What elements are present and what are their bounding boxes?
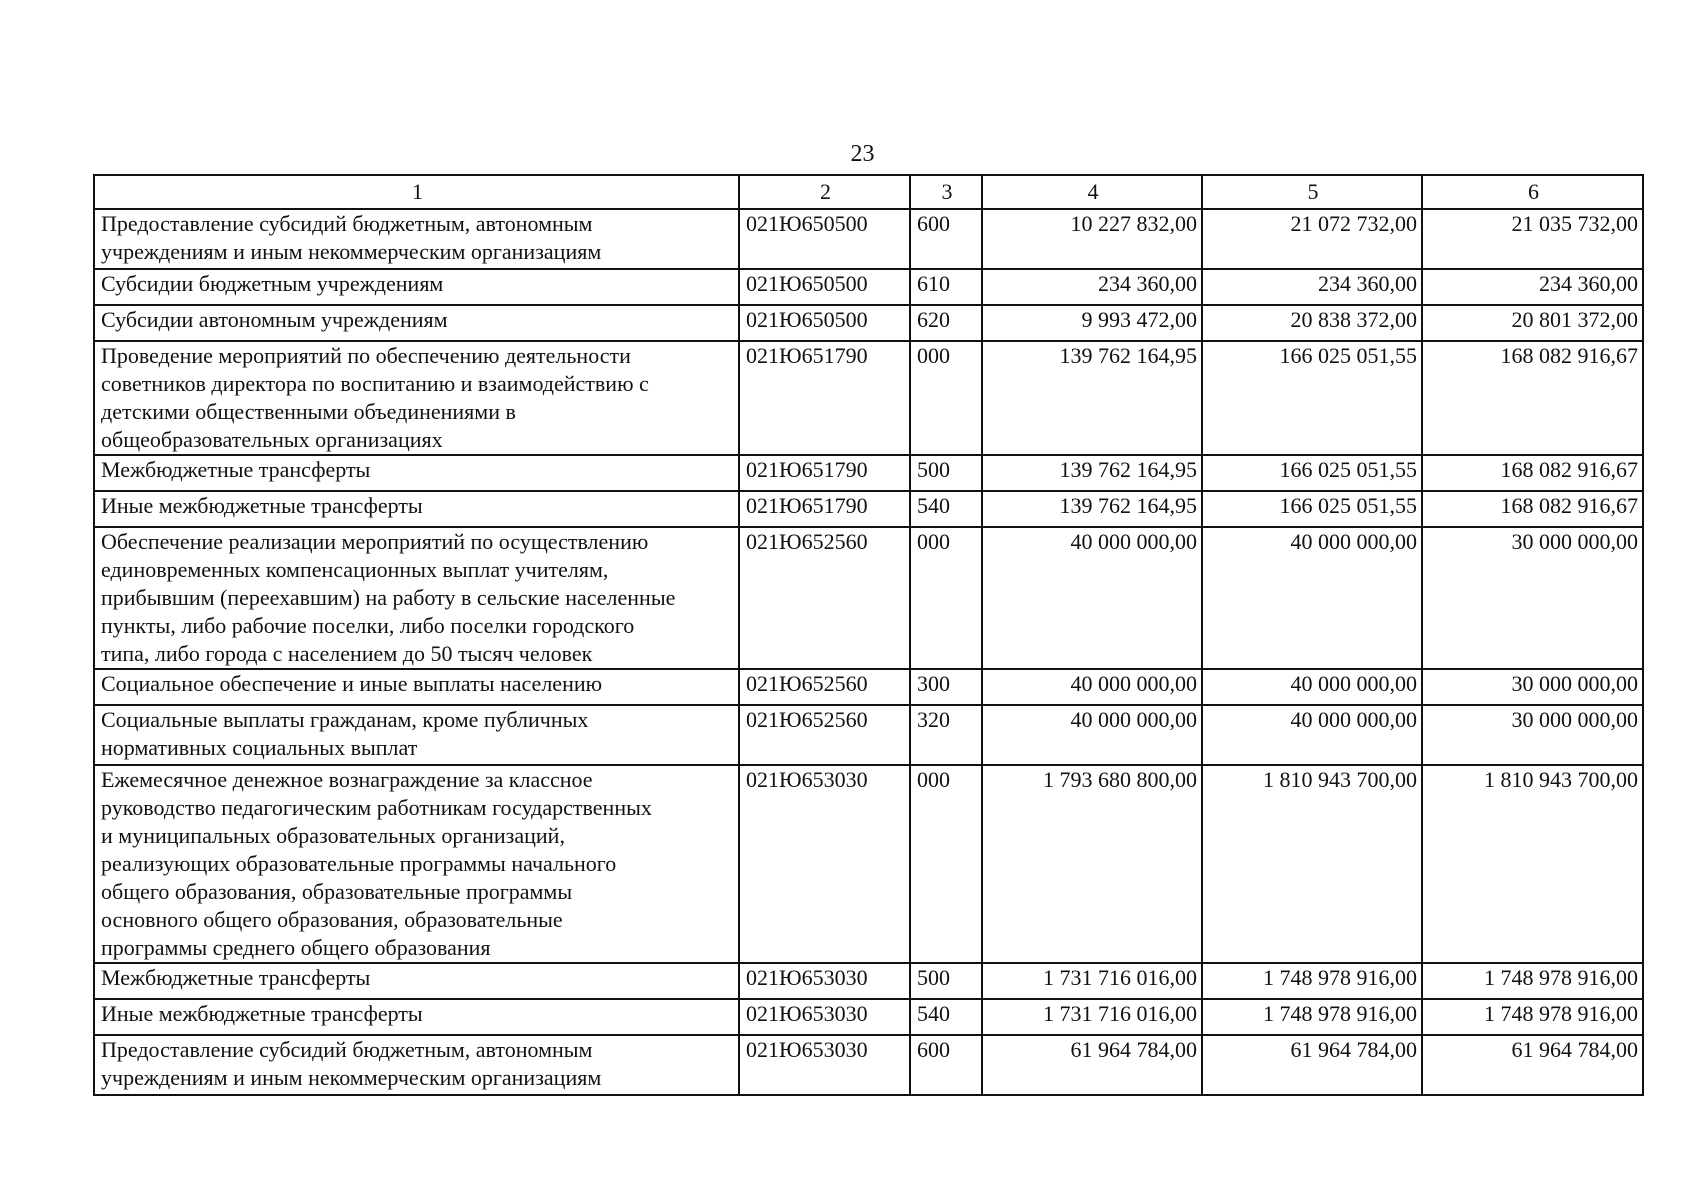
row-name-cell xyxy=(94,209,739,269)
target-code-cell: 021Ю653030 xyxy=(739,963,910,999)
row-name-line: Межбюджетные трансферты xyxy=(101,457,371,482)
table-row xyxy=(94,963,1643,999)
expense-type-cell: 540 xyxy=(910,491,982,527)
row-name-line: детскими общественными объединениями в xyxy=(101,399,516,424)
amount-year-1-cell: 139 762 164,95 xyxy=(982,455,1202,491)
row-name-line: типа, либо города с населением до 50 тысяч человек xyxy=(101,641,593,666)
table-body xyxy=(94,209,1643,1095)
row-name-line: пункты, либо рабочие поселки, либо поселки городского xyxy=(101,613,635,638)
amount-year-1-cell: 139 762 164,95 xyxy=(982,341,1202,455)
expense-type-cell: 600 xyxy=(910,209,982,269)
amount-year-3-cell: 1 810 943 700,00 xyxy=(1422,765,1643,963)
row-name-line: единовременных компенсационных выплат учителям, xyxy=(101,557,609,582)
row-name-line: Межбюджетные трансферты xyxy=(101,965,371,990)
amount-year-3-cell: 168 082 916,67 xyxy=(1422,341,1643,455)
column-header-2: 2 xyxy=(739,175,910,209)
row-name-line: учреждениям и иным некоммерческим организациям xyxy=(101,239,602,264)
row-name-cell xyxy=(94,705,739,765)
expense-type-cell: 620 xyxy=(910,305,982,341)
row-name-cell xyxy=(94,1035,739,1095)
amount-year-1-cell: 61 964 784,00 xyxy=(982,1035,1202,1095)
amount-year-1-cell: 9 993 472,00 xyxy=(982,305,1202,341)
row-name-line: основного общего образования, образовательные xyxy=(101,907,563,932)
column-header-5: 5 xyxy=(1202,175,1422,209)
target-code-cell: 021Ю650500 xyxy=(739,209,910,269)
expense-type-cell: 000 xyxy=(910,341,982,455)
target-code-cell: 021Ю652560 xyxy=(739,527,910,669)
row-name-cell xyxy=(94,963,739,999)
row-name-line: Предоставление субсидий бюджетным, автономным xyxy=(101,211,593,236)
column-header-6: 6 xyxy=(1422,175,1643,209)
row-name-line: Иные межбюджетные трансферты xyxy=(101,493,423,518)
row-name-cell xyxy=(94,999,739,1035)
expense-type-cell: 320 xyxy=(910,705,982,765)
expense-type-cell: 000 xyxy=(910,765,982,963)
row-name-line: и муниципальных образовательных организаций, xyxy=(101,823,565,848)
amount-year-2-cell: 21 072 732,00 xyxy=(1202,209,1422,269)
amount-year-2-cell: 166 025 051,55 xyxy=(1202,455,1422,491)
amount-year-3-cell: 1 748 978 916,00 xyxy=(1422,999,1643,1035)
amount-year-3-cell: 168 082 916,67 xyxy=(1422,491,1643,527)
row-name-line: нормативных социальных выплат xyxy=(101,735,418,760)
table-row xyxy=(94,491,1643,527)
row-name-line: Ежемесячное денежное вознаграждение за классное xyxy=(101,767,593,792)
row-name-cell xyxy=(94,669,739,705)
target-code-cell: 021Ю651790 xyxy=(739,455,910,491)
target-code-cell: 021Ю651790 xyxy=(739,341,910,455)
target-code-cell: 021Ю653030 xyxy=(739,999,910,1035)
row-name-cell xyxy=(94,455,739,491)
target-code-cell: 021Ю650500 xyxy=(739,305,910,341)
amount-year-2-cell: 166 025 051,55 xyxy=(1202,491,1422,527)
target-code-cell: 021Ю651790 xyxy=(739,491,910,527)
amount-year-2-cell: 166 025 051,55 xyxy=(1202,341,1422,455)
amount-year-3-cell: 30 000 000,00 xyxy=(1422,669,1643,705)
table-row xyxy=(94,669,1643,705)
amount-year-1-cell: 40 000 000,00 xyxy=(982,669,1202,705)
row-name-cell xyxy=(94,305,739,341)
amount-year-1-cell: 10 227 832,00 xyxy=(982,209,1202,269)
row-name-line: Субсидии бюджетным учреждениям xyxy=(101,271,444,296)
row-name-line: советников директора по воспитанию и взаимодействию с xyxy=(101,371,649,396)
amount-year-2-cell: 20 838 372,00 xyxy=(1202,305,1422,341)
row-name-line: общего образования, образовательные программы xyxy=(101,879,573,904)
expense-type-cell: 500 xyxy=(910,455,982,491)
row-name-line: программы среднего общего образования xyxy=(101,935,491,960)
row-name-line: прибывшим (переехавшим) на работу в сельские населенные xyxy=(101,585,676,610)
amount-year-1-cell: 40 000 000,00 xyxy=(982,527,1202,669)
row-name-line: Обеспечение реализации мероприятий по осуществлению xyxy=(101,529,649,554)
row-name-line: Субсидии автономным учреждениям xyxy=(101,307,448,332)
row-name-line: Иные межбюджетные трансферты xyxy=(101,1001,423,1026)
expense-type-cell: 540 xyxy=(910,999,982,1035)
amount-year-3-cell: 20 801 372,00 xyxy=(1422,305,1643,341)
amount-year-3-cell: 30 000 000,00 xyxy=(1422,705,1643,765)
amount-year-3-cell: 1 748 978 916,00 xyxy=(1422,963,1643,999)
row-name-line: руководство педагогическим работникам государственных xyxy=(101,795,652,820)
amount-year-2-cell: 61 964 784,00 xyxy=(1202,1035,1422,1095)
table-row xyxy=(94,705,1643,765)
amount-year-3-cell: 168 082 916,67 xyxy=(1422,455,1643,491)
table-row xyxy=(94,765,1643,963)
expense-type-cell: 500 xyxy=(910,963,982,999)
table-row xyxy=(94,1035,1643,1095)
expense-type-cell: 300 xyxy=(910,669,982,705)
row-name-line: общеобразовательных организациях xyxy=(101,427,443,452)
target-code-cell: 021Ю653030 xyxy=(739,1035,910,1095)
header-row xyxy=(94,175,1643,209)
table-row xyxy=(94,305,1643,341)
column-header-3: 3 xyxy=(910,175,982,209)
target-code-cell: 021Ю652560 xyxy=(739,705,910,765)
table-row xyxy=(94,527,1643,669)
target-code-cell: 021Ю652560 xyxy=(739,669,910,705)
row-name-line: реализующих образовательные программы начального xyxy=(101,851,617,876)
page-number: 23 xyxy=(850,141,875,167)
amount-year-3-cell: 234 360,00 xyxy=(1422,269,1643,305)
amount-year-1-cell: 1 731 716 016,00 xyxy=(982,999,1202,1035)
row-name-line: Социальные выплаты гражданам, кроме публичных xyxy=(101,707,589,732)
expense-type-cell: 000 xyxy=(910,527,982,669)
amount-year-2-cell: 1 810 943 700,00 xyxy=(1202,765,1422,963)
amount-year-3-cell: 21 035 732,00 xyxy=(1422,209,1643,269)
row-name-line: Проведение мероприятий по обеспечению деятельности xyxy=(101,343,631,368)
expense-type-cell: 610 xyxy=(910,269,982,305)
table-row xyxy=(94,269,1643,305)
amount-year-2-cell: 40 000 000,00 xyxy=(1202,669,1422,705)
amount-year-1-cell: 40 000 000,00 xyxy=(982,705,1202,765)
amount-year-3-cell: 30 000 000,00 xyxy=(1422,527,1643,669)
amount-year-2-cell: 1 748 978 916,00 xyxy=(1202,999,1422,1035)
table-row xyxy=(94,341,1643,455)
amount-year-2-cell: 1 748 978 916,00 xyxy=(1202,963,1422,999)
row-name-cell xyxy=(94,765,739,963)
target-code-cell: 021Ю650500 xyxy=(739,269,910,305)
amount-year-1-cell: 1 731 716 016,00 xyxy=(982,963,1202,999)
row-name-line: Социальное обеспечение и иные выплаты населению xyxy=(101,671,603,696)
row-name-line: учреждениям и иным некоммерческим организациям xyxy=(101,1065,602,1090)
row-name-line: Предоставление субсидий бюджетным, автономным xyxy=(101,1037,593,1062)
amount-year-3-cell: 61 964 784,00 xyxy=(1422,1035,1643,1095)
amount-year-2-cell: 40 000 000,00 xyxy=(1202,705,1422,765)
budget-table xyxy=(93,174,1644,1096)
row-name-cell xyxy=(94,341,739,455)
target-code-cell: 021Ю653030 xyxy=(739,765,910,963)
table-row xyxy=(94,999,1643,1035)
column-header-4: 4 xyxy=(982,175,1202,209)
row-name-cell xyxy=(94,491,739,527)
row-name-cell xyxy=(94,527,739,669)
amount-year-1-cell: 234 360,00 xyxy=(982,269,1202,305)
column-header-1: 1 xyxy=(94,175,739,209)
amount-year-2-cell: 234 360,00 xyxy=(1202,269,1422,305)
amount-year-2-cell: 40 000 000,00 xyxy=(1202,527,1422,669)
table-row xyxy=(94,209,1643,269)
amount-year-1-cell: 139 762 164,95 xyxy=(982,491,1202,527)
row-name-cell xyxy=(94,269,739,305)
amount-year-1-cell: 1 793 680 800,00 xyxy=(982,765,1202,963)
table-row xyxy=(94,455,1643,491)
expense-type-cell: 600 xyxy=(910,1035,982,1095)
